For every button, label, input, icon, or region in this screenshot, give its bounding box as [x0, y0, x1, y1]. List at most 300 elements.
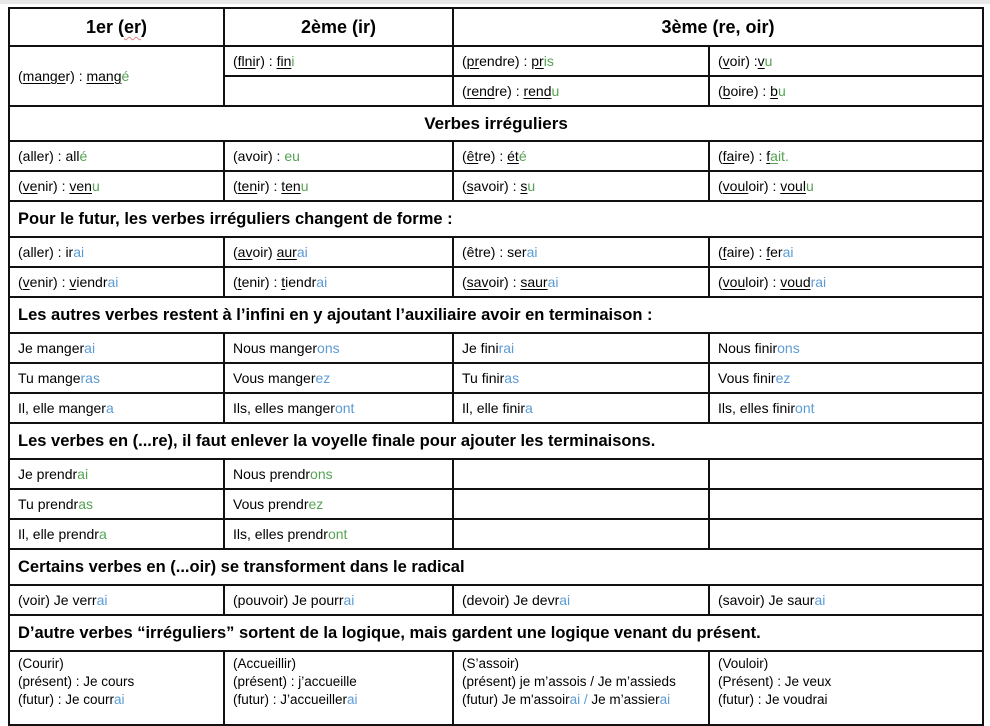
section-row	[9, 423, 983, 459]
styled-text-segment: u	[527, 178, 536, 194]
styled-text-segment: b	[722, 83, 731, 99]
table-cell	[9, 46, 224, 106]
styled-text-segment: u	[777, 83, 786, 99]
styled-text-segment: ai	[84, 340, 96, 356]
section-heading	[9, 297, 983, 333]
cell-line	[18, 624, 974, 642]
text-segment: (présent) : Je cours	[18, 674, 135, 689]
text-segment: (être) : ser	[462, 244, 527, 260]
table-cell	[453, 237, 709, 267]
styled-text-segment: ét	[507, 148, 519, 164]
styled-text-segment: t	[281, 274, 286, 290]
table-cell	[9, 489, 224, 519]
text-segment: Verbes irréguliers	[424, 113, 568, 133]
table-cell	[453, 171, 709, 201]
table-cell	[453, 519, 709, 549]
text-segment: )	[141, 17, 148, 37]
styled-text-segment: voul	[722, 178, 749, 194]
cell-line	[718, 673, 974, 691]
styled-text-segment: êt	[466, 148, 479, 164]
text-segment: enir) :	[241, 274, 282, 290]
table-cell	[709, 46, 983, 76]
text-segment: Il, elle finir	[462, 400, 526, 416]
styled-text-segment: av	[237, 244, 253, 260]
styled-text-segment: sav	[466, 274, 489, 290]
text-segment: (	[18, 178, 23, 194]
cell-line	[18, 147, 215, 165]
text-segment: 1er (	[85, 17, 124, 37]
styled-text-segment: t	[237, 274, 242, 290]
text-segment: (	[462, 53, 467, 69]
text-segment: (futur) Je m'assoir	[462, 692, 570, 707]
text-segment: nir) :	[37, 178, 70, 194]
text-segment: (Accueillir)	[233, 656, 297, 671]
table-cell	[9, 237, 224, 267]
text-segment: iendr	[76, 274, 108, 290]
styled-text-segment: v	[22, 274, 30, 290]
cell-line	[18, 67, 215, 85]
text-segment: ire) :	[734, 148, 767, 164]
table-row	[9, 171, 983, 201]
text-segment: aire) :	[726, 244, 767, 260]
table-cell	[9, 171, 224, 201]
styled-text-segment: ai	[347, 692, 358, 707]
text-segment: (	[233, 244, 238, 260]
styled-text-segment: ai	[77, 466, 89, 482]
cell-line	[462, 591, 700, 609]
text-segment: (voir) Je verr	[18, 592, 97, 608]
table-cell	[224, 333, 453, 363]
text-segment: loir) :	[745, 274, 781, 290]
cell-line	[18, 525, 215, 543]
text-segment: (futur) : Je voudrai	[718, 692, 828, 707]
table-cell	[709, 585, 983, 615]
text-segment: oire) :	[730, 83, 771, 99]
cell-line	[18, 673, 215, 691]
styled-text-segment: eu	[284, 148, 300, 164]
styled-text-segment: ai	[107, 274, 119, 290]
styled-text-segment: ai	[526, 244, 538, 260]
styled-text-segment: aur	[276, 244, 297, 260]
text-segment: r) :	[65, 68, 87, 84]
text-segment: Tu prendr	[18, 496, 79, 512]
cell-line	[718, 399, 974, 417]
table-cell	[453, 76, 709, 106]
table-cell	[709, 171, 983, 201]
styled-text-segment: rai	[498, 340, 515, 356]
table-cell	[224, 585, 453, 615]
table-cell	[709, 459, 983, 489]
text-segment: (	[18, 274, 23, 290]
styled-text-segment: ai	[316, 274, 328, 290]
styled-text-segment: ez	[308, 496, 324, 512]
table-cell	[453, 585, 709, 615]
table-row	[9, 267, 983, 297]
styled-text-segment: b	[770, 83, 778, 99]
styled-text-segment: ons	[777, 340, 800, 356]
text-segment: Ils, elles manger	[233, 400, 335, 416]
table-cell	[224, 46, 453, 76]
text-segment: oir) :	[729, 53, 758, 69]
table-row	[9, 585, 983, 615]
cell-line	[18, 273, 215, 291]
table-cell	[224, 489, 453, 519]
section-heading	[9, 549, 983, 585]
styled-text-segment: v	[722, 53, 730, 69]
text-segment: re) :	[494, 83, 524, 99]
table-row	[9, 237, 983, 267]
cell-line	[233, 591, 444, 609]
text-segment: (Courir)	[18, 656, 64, 671]
table-cell	[453, 333, 709, 363]
table-cell	[453, 141, 709, 171]
table-cell	[9, 459, 224, 489]
text-segment: Certains verbes en (...oir) se transforment dans le radical	[18, 558, 465, 576]
styled-text-segment: ont	[334, 400, 355, 416]
text-segment: (	[718, 274, 723, 290]
text-segment: endre) :	[479, 53, 532, 69]
cell-line	[233, 691, 444, 709]
section-row	[9, 615, 983, 651]
cell-line	[233, 399, 444, 417]
styled-text-segment: a	[525, 400, 533, 416]
text-segment: 2ème (ir)	[300, 17, 377, 37]
table-cell	[453, 459, 709, 489]
styled-text-segment: /	[580, 692, 592, 707]
text-segment: Pour le futur, les verbes irréguliers changent de forme :	[18, 210, 453, 228]
text-segment: (	[462, 148, 467, 164]
styled-text-segment: v	[69, 274, 77, 290]
cell-line	[233, 655, 444, 673]
table-row	[9, 651, 983, 725]
table-cell	[9, 333, 224, 363]
table-row	[9, 393, 983, 423]
cell-line	[18, 210, 974, 228]
cell-line	[18, 495, 215, 513]
styled-text-segment: é	[518, 148, 527, 164]
text-segment: oir)	[252, 244, 277, 260]
styled-text-segment: ont	[795, 400, 815, 416]
styled-text-segment: a	[770, 148, 778, 164]
text-segment: Tu finir	[462, 370, 505, 386]
text-segment: (	[718, 53, 723, 69]
cell-line	[718, 591, 974, 609]
styled-text-segment: saur	[520, 274, 548, 290]
table-cell	[709, 76, 983, 106]
text-segment: (	[462, 178, 467, 194]
cell-line	[718, 177, 974, 195]
text-segment: (	[233, 53, 238, 69]
table-cell	[9, 363, 224, 393]
styled-text-segment: a	[105, 400, 114, 416]
cell-line	[462, 147, 700, 165]
text-segment: (savoir) Je saur	[718, 592, 815, 608]
styled-text-segment: vou	[722, 274, 746, 290]
styled-text-segment: é	[79, 148, 88, 164]
cell-line	[18, 243, 215, 261]
text-segment: (aller) : all	[18, 148, 80, 164]
table-cell	[709, 489, 983, 519]
table-cell	[453, 267, 709, 297]
text-segment: Nous prendr	[233, 466, 311, 482]
styled-text-segment: ai	[547, 274, 559, 290]
styled-text-segment: v	[757, 53, 765, 69]
cell-line	[462, 399, 700, 417]
text-segment: Je manger	[18, 340, 85, 356]
text-segment: Nous manger	[233, 340, 318, 356]
cell-line	[233, 465, 444, 483]
cell-line	[233, 339, 444, 357]
text-segment: Vous finir	[718, 370, 776, 386]
cell-line	[233, 369, 444, 387]
table-cell	[224, 651, 453, 725]
styled-text-segment: fa	[722, 148, 735, 164]
text-segment: Je fini	[462, 340, 499, 356]
styled-text-segment: s	[520, 178, 528, 194]
cell-line	[18, 591, 215, 609]
table-cell	[453, 46, 709, 76]
styled-text-segment: ve	[22, 178, 38, 194]
text-segment: (aller) : ir	[18, 244, 74, 260]
styled-text-segment: ez	[315, 370, 331, 386]
text-segment: Je m’assier	[591, 692, 660, 707]
text-segment: (Présent) : Je veux	[718, 674, 832, 689]
text-segment: Vous prendr	[233, 496, 309, 512]
cell-line	[462, 339, 700, 357]
styled-text-segment: u	[805, 178, 814, 194]
table-cell	[709, 393, 983, 423]
styled-text-segment: ai	[296, 244, 308, 260]
table-cell	[709, 141, 983, 171]
table-cell	[224, 171, 453, 201]
cell-line	[18, 465, 215, 483]
text-segment: Il, elle prendr	[18, 526, 99, 542]
table-cell	[224, 76, 453, 106]
styled-text-segment: s	[466, 178, 474, 194]
table-cell	[224, 141, 453, 171]
table-cell	[9, 519, 224, 549]
styled-text-segment: rend	[523, 83, 552, 99]
styled-text-segment: i	[291, 53, 295, 69]
styled-text-segment: ai	[114, 692, 125, 707]
conjugation-table-body	[9, 8, 983, 725]
cell-line	[233, 673, 444, 691]
table-row	[9, 46, 983, 76]
table-cell	[224, 519, 453, 549]
section-row	[9, 106, 983, 141]
cell-line	[718, 339, 974, 357]
text-segment: Vous manger	[233, 370, 316, 386]
header-row	[9, 8, 983, 46]
table-cell	[709, 363, 983, 393]
table-cell	[453, 393, 709, 423]
text-segment: oir) :	[488, 274, 521, 290]
styled-text-segment: ai	[814, 592, 826, 608]
cell-line	[462, 18, 974, 36]
styled-text-segment: fin	[276, 53, 292, 69]
styled-text-segment: ras	[80, 370, 100, 386]
text-segment: (présent) je m’assois / Je m’assieds	[462, 674, 676, 689]
cell-line	[462, 52, 700, 70]
text-segment: (	[718, 148, 723, 164]
table-cell	[709, 651, 983, 725]
section-row	[9, 297, 983, 333]
cell-line	[233, 177, 444, 195]
section-heading	[9, 423, 983, 459]
text-segment: (avoir) :	[233, 148, 285, 164]
table-cell	[224, 459, 453, 489]
text-segment: (	[462, 274, 467, 290]
cell-line	[18, 177, 215, 195]
table-cell	[9, 141, 224, 171]
cell-line	[718, 147, 974, 165]
styled-text-segment: f	[766, 148, 771, 164]
cell-line	[233, 495, 444, 513]
styled-text-segment: mange	[22, 68, 66, 84]
cell-line	[18, 558, 974, 576]
table-row	[9, 489, 983, 519]
cell-line	[718, 691, 974, 709]
styled-text-segment: ai	[96, 592, 108, 608]
text-segment: (S’assoir)	[462, 656, 520, 671]
text-segment: Je prendr	[18, 466, 78, 482]
styled-text-segment: as	[504, 370, 520, 386]
text-segment: (	[233, 274, 238, 290]
text-segment: ir) :	[257, 178, 282, 194]
table-cell	[453, 363, 709, 393]
styled-text-segment: mang	[86, 68, 122, 84]
cell-line	[18, 369, 215, 387]
table-row	[9, 363, 983, 393]
cell-line	[233, 273, 444, 291]
table-cell	[224, 267, 453, 297]
conjugation-table	[8, 7, 984, 726]
section-heading	[9, 201, 983, 237]
styled-text-segment: rend	[466, 83, 495, 99]
text-segment: oir) :	[748, 178, 781, 194]
text-segment: Ils, elles prendr	[233, 526, 328, 542]
text-segment: (	[718, 83, 723, 99]
styled-text-segment: ai	[782, 244, 794, 260]
styled-text-segment: ai	[559, 592, 571, 608]
cell-line	[462, 177, 700, 195]
text-segment: (futur) : Je courr	[18, 692, 115, 707]
cell-line	[18, 399, 215, 417]
header-3eme	[453, 8, 983, 46]
text-segment: Les autres verbes restent à l’infini en y ajoutant l’auxiliaire avoir en terminaison :	[18, 306, 653, 324]
styled-text-segment: ten	[281, 178, 301, 194]
cell-line	[462, 369, 700, 387]
text-segment: (	[718, 178, 723, 194]
cell-line	[462, 243, 700, 261]
styled-text-segment: f	[766, 244, 771, 260]
styled-text-segment: ai	[659, 692, 671, 707]
cell-line	[18, 655, 215, 673]
table-cell	[709, 333, 983, 363]
styled-text-segment: rai	[810, 274, 827, 290]
cell-line	[462, 82, 700, 100]
styled-text-segment: é	[121, 68, 130, 84]
cell-line	[233, 52, 444, 70]
styled-text-segment: it.	[777, 148, 789, 164]
styled-text-segment: ven	[69, 178, 92, 194]
styled-text-segment: is	[543, 53, 554, 69]
table-cell	[453, 651, 709, 725]
cell-line	[718, 655, 974, 673]
text-segment: enir) :	[29, 274, 70, 290]
table-cell	[224, 237, 453, 267]
styled-text-segment: u	[91, 178, 100, 194]
styled-text-segment: ons	[317, 340, 340, 356]
table-cell	[224, 393, 453, 423]
styled-text-segment: voul	[780, 178, 806, 194]
cell-line	[718, 273, 974, 291]
text-segment: (pouvoir) Je pourr	[233, 592, 344, 608]
text-segment: er	[770, 244, 783, 260]
text-segment: (futur) : J’accueiller	[233, 692, 348, 707]
table-cell	[224, 363, 453, 393]
cell-line	[718, 243, 974, 261]
cell-line	[233, 18, 444, 36]
header-2eme	[224, 8, 453, 46]
cell-line	[233, 243, 444, 261]
styled-text-segment: a	[98, 526, 107, 542]
styled-text-segment: u	[551, 83, 560, 99]
styled-text-segment: ont	[327, 526, 348, 542]
text-segment: Les verbes en (...re), il faut enlever la voyelle finale pour ajouter les terminaisons.	[18, 432, 656, 450]
text-segment: (	[462, 83, 467, 99]
text-segment: (Vouloir)	[718, 656, 769, 671]
styled-text-segment: ai	[73, 244, 85, 260]
cell-line	[462, 655, 700, 673]
table-cell	[709, 237, 983, 267]
text-segment: Nous finir	[718, 340, 778, 356]
styled-text-segment: ai	[569, 692, 581, 707]
table-cell	[9, 651, 224, 725]
text-segment: (	[18, 68, 23, 84]
cell-line	[718, 52, 974, 70]
table-row	[9, 141, 983, 171]
cell-line	[718, 369, 974, 387]
cell-line	[462, 673, 700, 691]
table-cell	[709, 267, 983, 297]
text-segment: Tu mange	[18, 370, 81, 386]
section-row	[9, 201, 983, 237]
text-segment: avoir) :	[473, 178, 521, 194]
text-segment: Il, elle manger	[18, 400, 106, 416]
table-cell	[9, 393, 224, 423]
styled-text-segment: u	[300, 178, 309, 194]
cell-line	[18, 306, 974, 324]
table-cell	[709, 519, 983, 549]
section-heading	[9, 106, 983, 141]
table-cell	[453, 489, 709, 519]
cell-line	[18, 18, 215, 36]
table-cell	[9, 585, 224, 615]
table-row	[9, 459, 983, 489]
styled-text-segment: flni	[237, 53, 256, 69]
cell-line	[462, 691, 700, 709]
cell-line	[18, 432, 974, 450]
styled-text-segment: u	[764, 53, 773, 69]
text-segment: D’autre verbes “irréguliers” sortent de la logique, mais gardent une logique venant du présent.	[18, 624, 761, 642]
styled-text-segment: ai	[343, 592, 355, 608]
header-1er	[9, 8, 224, 46]
section-heading	[9, 615, 983, 651]
table-row	[9, 519, 983, 549]
cell-line	[18, 339, 215, 357]
text-segment: Ils, elles finir	[718, 400, 796, 416]
